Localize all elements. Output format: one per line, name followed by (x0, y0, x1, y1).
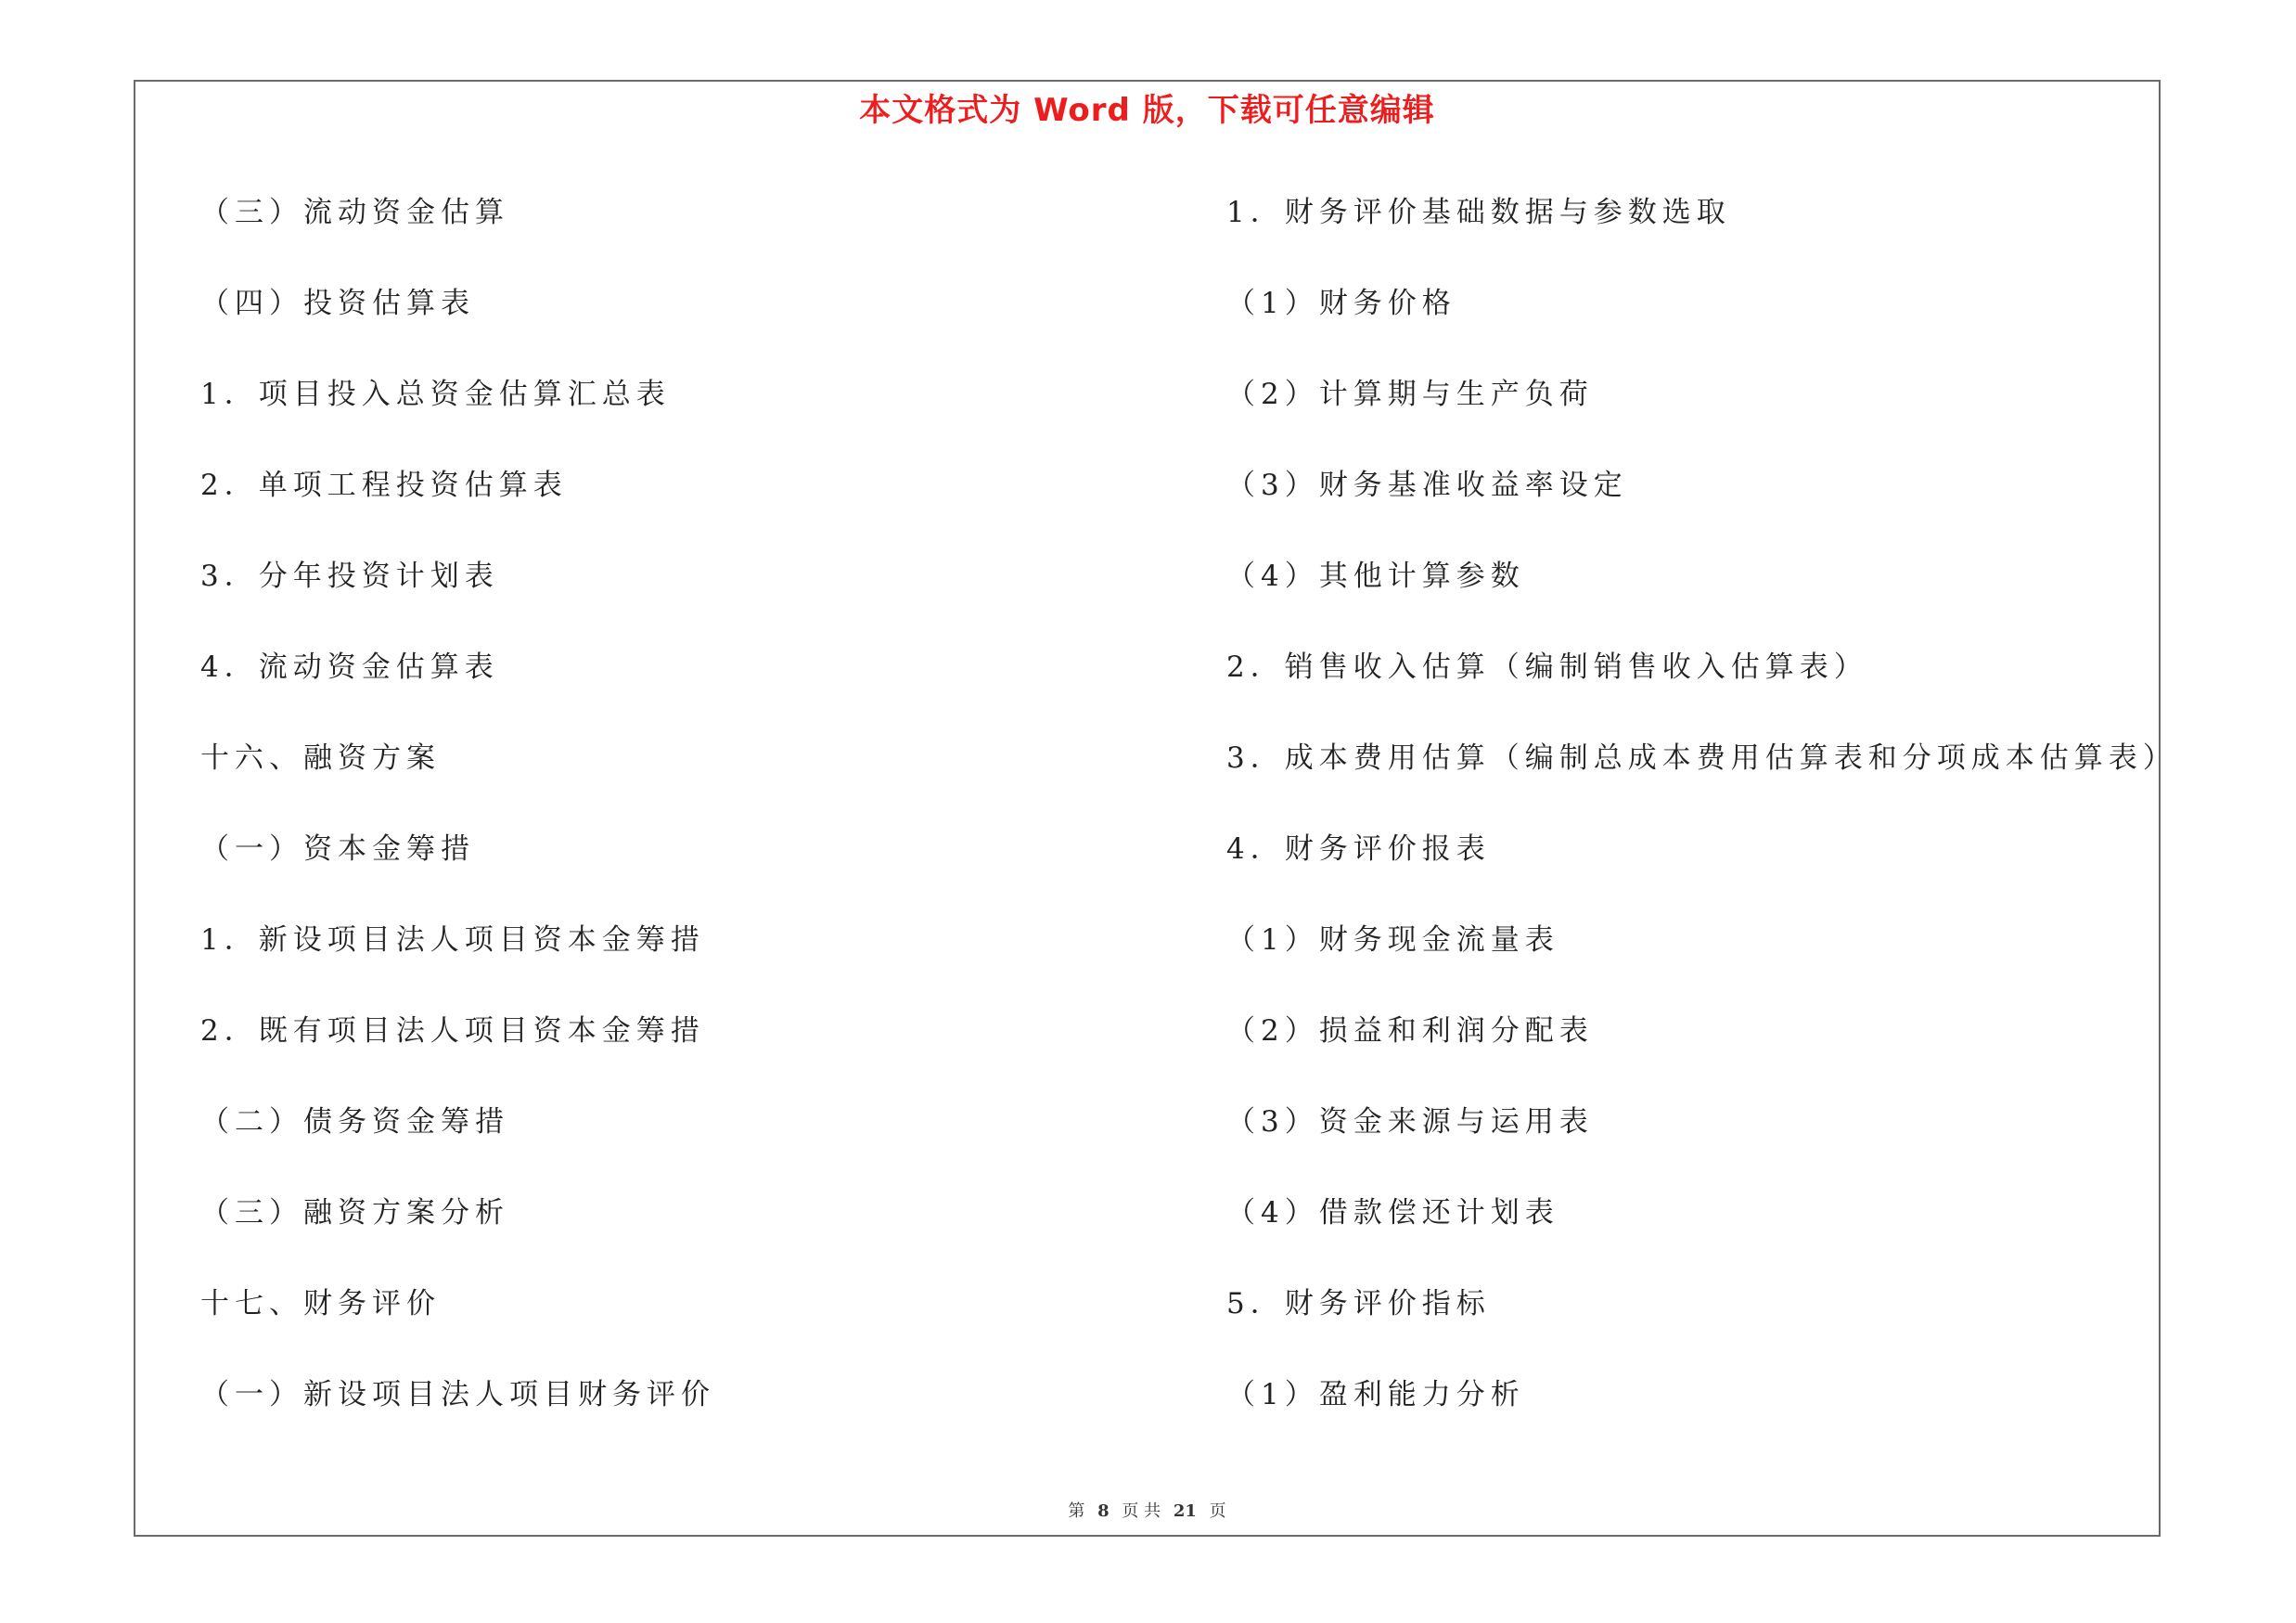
outline-item: 2．销售收入估算（编制销售收入估算表） (1226, 650, 1868, 684)
outline-item: 1．新设项目法人项目资本金筹措 (200, 923, 705, 957)
footer-prefix: 第 (1068, 1501, 1085, 1521)
outline-item: 1．项目投入总资金估算汇总表 (200, 378, 671, 411)
page-frame (134, 80, 2177, 1537)
outline-item: 十七、财务评价 (200, 1287, 441, 1320)
outline-item: 2．单项工程投资估算表 (200, 469, 568, 502)
outline-item: 4．财务评价报表 (1226, 832, 1491, 866)
outline-item: （3）财务基准收益率设定 (1226, 469, 1628, 502)
footer-middle: 页 共 (1122, 1501, 1161, 1521)
outline-item: （一）资本金筹措 (200, 832, 475, 866)
outline-item: 1．财务评价基础数据与参数选取 (1226, 196, 1731, 229)
right-column (1226, 186, 2177, 1459)
outline-item: 4．流动资金估算表 (200, 650, 499, 684)
format-banner: 本文格式为 Word 版，下载可任意编辑 (859, 92, 1435, 129)
outline-item: （2）损益和利润分配表 (1226, 1014, 1594, 1048)
outline-item: 3．成本费用估算（编制总成本费用估算表和分项成本估算表） (1226, 741, 2177, 775)
outline-item: （一）新设项目法人项目财务评价 (200, 1378, 715, 1411)
outline-item: （3）资金来源与运用表 (1226, 1105, 1594, 1139)
outline-item: 3．分年投资计划表 (200, 560, 499, 593)
outline-item: 2．既有项目法人项目资本金筹措 (200, 1014, 705, 1048)
footer-suffix: 页 (1209, 1501, 1226, 1521)
outline-item: （1）盈利能力分析 (1226, 1378, 1525, 1411)
outline-item: （三）融资方案分析 (200, 1196, 509, 1230)
outline-item: （1）财务价格 (1226, 287, 1456, 320)
total-page-number: 21 (1173, 1501, 1197, 1521)
outline-item: （二）债务资金筹措 (200, 1105, 509, 1139)
outline-item: （三）流动资金估算 (200, 196, 509, 229)
left-column (200, 186, 1128, 1459)
outline-item: （2）计算期与生产负荷 (1226, 378, 1594, 411)
outline-item: （4）其他计算参数 (1226, 560, 1525, 593)
page-footer (135, 1500, 2159, 1524)
outline-item: （1）财务现金流量表 (1226, 923, 1559, 957)
outline-item: （4）借款偿还计划表 (1226, 1196, 1559, 1230)
current-page-number: 8 (1097, 1501, 1110, 1521)
outline-item: 5．财务评价指标 (1226, 1287, 1491, 1320)
outline-item: （四）投资估算表 (200, 287, 475, 320)
outline-item: 十六、融资方案 (200, 741, 441, 775)
